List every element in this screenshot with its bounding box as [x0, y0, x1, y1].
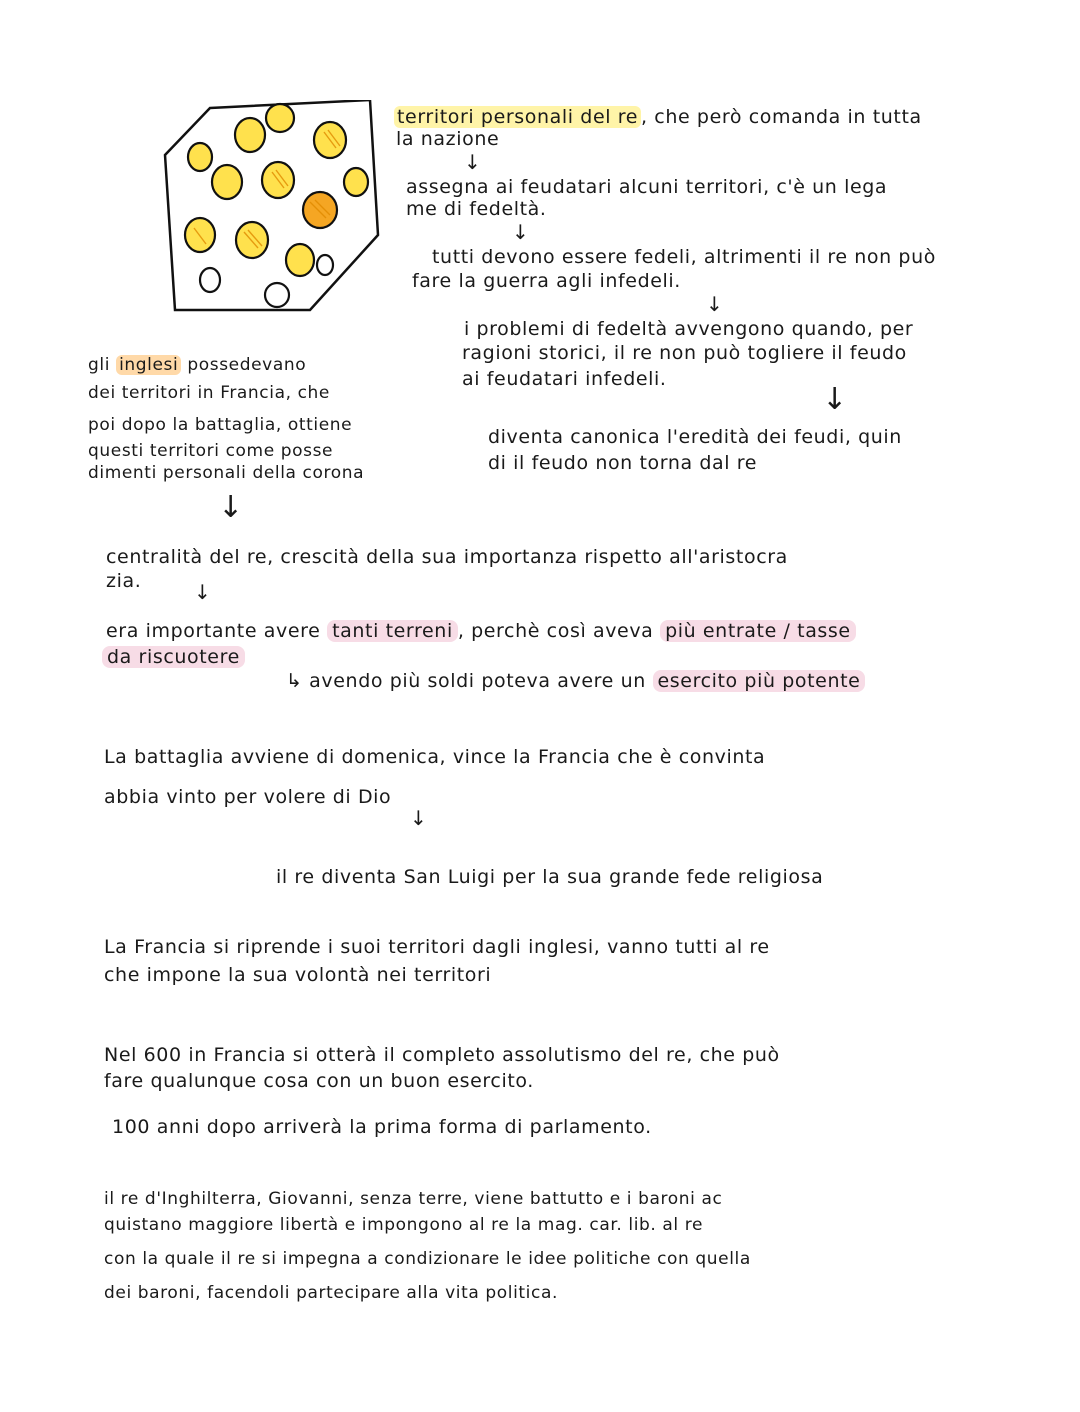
highlight-entrate-tasse: più entrate / tasse: [660, 620, 856, 642]
note-line: ↳ avendo più soldi poteva avere un esercito più potente: [286, 668, 865, 694]
down-arrow-icon: ↓: [822, 382, 848, 417]
note-line: fare la guerra agli infedeli.: [412, 270, 681, 292]
note-line: La battaglia avviene di domenica, vince la Francia che è convinta: [104, 746, 766, 768]
note-line: il re diventa San Luigi per la sua grande fede religiosa: [276, 866, 824, 888]
note-line: La Francia si riprende i suoi territori dagli inglesi, vanno tutti al re: [104, 936, 770, 958]
down-arrow-icon: ↓: [218, 490, 244, 525]
note-line: ai feudatari infedeli.: [462, 368, 667, 390]
note-line: assegna ai feudatari alcuni territori, c'è un lega: [406, 176, 888, 198]
feudal-territories-diagram: [160, 100, 390, 340]
note-line: con la quale il re si impegna a condizionare le idee politiche con quella: [104, 1249, 751, 1269]
hook-arrow-icon: ↳: [286, 670, 303, 692]
note-line: territori personali del re , che però comanda in tutta: [394, 104, 922, 130]
down-arrow-icon: ↓: [512, 220, 529, 244]
note-line: [102, 644, 245, 670]
note-line: diventa canonica l'eredità dei feudi, quin: [488, 426, 902, 448]
down-arrow-icon: ↓: [464, 150, 481, 174]
note-line: era importante avere tanti terreni , perchè così aveva più entrate / tasse: [106, 618, 856, 644]
note-line: quistano maggiore libertà e impongono al re la mag. car. lib. al re: [104, 1215, 704, 1235]
note-line: poi dopo la battaglia, ottiene: [88, 415, 353, 435]
note-line: me di fedeltà.: [406, 198, 547, 220]
note-line: i problemi di fedeltà avvengono quando, per: [464, 318, 914, 340]
note-line: tutti devono essere fedeli, altrimenti il re non può: [432, 246, 936, 268]
note-line: dei territori in Francia, che: [88, 383, 330, 403]
note-line: gli inglesi possedevano: [88, 355, 307, 375]
down-arrow-icon: ↓: [194, 580, 211, 604]
highlight-esercito: esercito più potente: [653, 670, 866, 692]
note-line: zia.: [106, 570, 142, 592]
note-line: dimenti personali della corona: [88, 463, 365, 483]
down-arrow-icon: ↓: [410, 806, 427, 830]
highlight-tanti-terreni: tanti terreni: [327, 620, 458, 642]
note-line: dei baroni, facendoli partecipare alla vita politica.: [104, 1283, 558, 1303]
note-line: questi territori come posse: [88, 441, 334, 461]
note-line: il re d'Inghilterra, Giovanni, senza terre, viene battutto e i baroni ac: [104, 1189, 723, 1209]
note-line: centralità del re, crescità della sua importanza rispetto all'aristocra: [106, 546, 788, 568]
note-line: che impone la sua volontà nei territori: [104, 964, 492, 986]
note-line: abbia vinto per volere di Dio: [104, 786, 392, 808]
note-line: ragioni storici, il re non può togliere il feudo: [462, 342, 907, 364]
down-arrow-icon: ↓: [706, 292, 723, 316]
note-line: la nazione: [396, 128, 500, 150]
note-line: fare qualunque cosa con un buon esercito.: [104, 1070, 534, 1092]
note-line: Nel 600 in Francia si otterà il completo assolutismo del re, che può: [104, 1044, 780, 1066]
highlight-da-riscuotere: da riscuotere: [102, 646, 245, 668]
note-line: di il feudo non torna dal re: [488, 452, 758, 474]
highlight-inglesi: inglesi: [116, 355, 181, 375]
note-line: 100 anni dopo arriverà la prima forma di parlamento.: [112, 1116, 652, 1138]
highlight-personal-territories: territori personali del re: [394, 106, 641, 128]
